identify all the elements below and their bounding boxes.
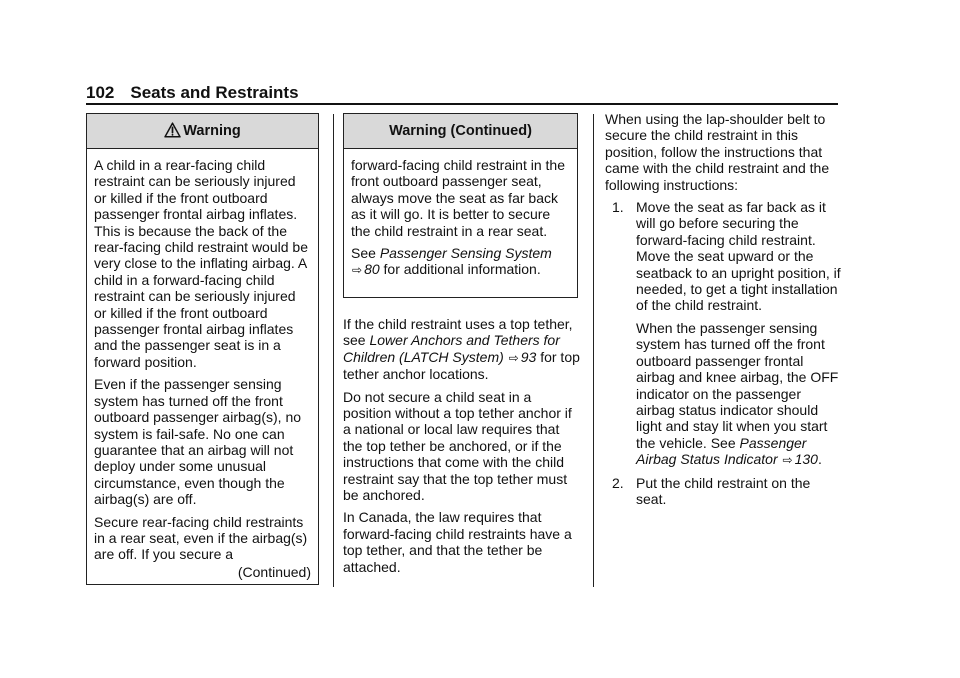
warning-paragraph: Even if the passenger sensing system has turned off the front outboard passenger airbag(s), no system is fail-safe. No one can guarantee that an airbag will not deploy under some unusual circumstance, even though the airbag(s) are off. [94, 376, 302, 508]
body-paragraph: Do not secure a child seat in a position without a top tether anchor if a national or local law requires that the top tether be anchored, or if the instructions that come with the child restraint say that the top tether must be anchored. [343, 388, 572, 504]
step-number: 1. [612, 199, 624, 216]
reference-link[interactable]: Passenger Airbag Status Indicator [636, 434, 807, 468]
page-reference-arrow-icon: ⇨ [352, 263, 363, 278]
page-header [86, 83, 838, 103]
continued-label: (Continued) [237, 564, 311, 580]
warning-paragraph: Secure rear-facing child restraints in a rear seat, even if the airbag(s) are off. If you secure a [94, 513, 308, 563]
page-number: 102 [86, 83, 115, 102]
body-paragraph: If the child restraint uses a top tether, see Lower Anchors and Tethers for Children (LATCH System) ⇨ 93 for top tether anchor locations. [343, 316, 580, 383]
warning-triangle-icon [164, 117, 181, 151]
reference-link[interactable]: Passenger Sensing System [379, 245, 552, 262]
numbered-step [605, 475, 841, 508]
warning-title: Warning [183, 123, 241, 139]
page-reference-arrow-icon: ⇨ [782, 453, 793, 468]
see-reference: See Passenger Sensing System ⇨ 80 for additional information. [351, 245, 552, 278]
column-three [605, 111, 841, 513]
section-title: Seats and Restraints [130, 83, 299, 102]
column-divider [333, 114, 334, 587]
body-paragraph: When using the lap-shoulder belt to secure the child restraint in this position, follow the instructions that came with the child restraint and the following instructions: [605, 111, 830, 193]
warning-box-header [87, 114, 318, 149]
warning-continued-header: Warning (Continued) [344, 114, 577, 149]
warning-paragraph: A child in a rear-facing child restraint can be seriously injured or killed if the front outboard passenger frontal airbag inflates. This is because the back of the rear-facing child restraint would be very close to the inflating airbag. A child in a forward-facing child restraint can be seriously injured or killed if the front outboard passenger frontal airbag inflates and the passenger seat is in a forward position. [94, 157, 308, 370]
column-two [343, 316, 581, 581]
step-note: When the passenger sensing system has turned off the front outboard passenger frontal airbag and knee airbag, the OFF indicator on the passenger airbag status indicator should light and stay lit when you start the vehicle. See Passenger Airbag Status Indicator ⇨ 130. [636, 319, 839, 468]
header-rule [86, 103, 838, 105]
step-number: 2. [612, 474, 624, 491]
body-paragraph: In Canada, the law requires that forward-facing child restraints have a top tether, and that the tether be attached. [343, 509, 572, 575]
page-reference-number[interactable]: 93 [520, 348, 537, 365]
column-divider [593, 114, 594, 587]
reference-link[interactable]: Lower Anchors and Tethers for Children (LATCH System) [343, 332, 560, 365]
warning-continued-box [343, 113, 578, 298]
step-text: Put the child restraint on the seat. [636, 474, 811, 507]
step-text: Move the seat as far back as it will go before securing the forward-facing child restraint. Move the seat upward or the seatback to an upright position, if needed, to get a tight installation of the child restraint. [636, 199, 841, 314]
numbered-step [605, 199, 841, 314]
page-reference-arrow-icon: ⇨ [508, 350, 519, 365]
warning-box [86, 113, 319, 585]
page-reference-number[interactable]: 80 [364, 261, 380, 278]
page-reference-number[interactable]: 130 [794, 451, 818, 468]
warning-paragraph: forward-facing child restraint in the front outboard passenger seat, always move the seat as far back as it will go. It is better to secure the child restraint in a rear seat. [351, 157, 565, 239]
